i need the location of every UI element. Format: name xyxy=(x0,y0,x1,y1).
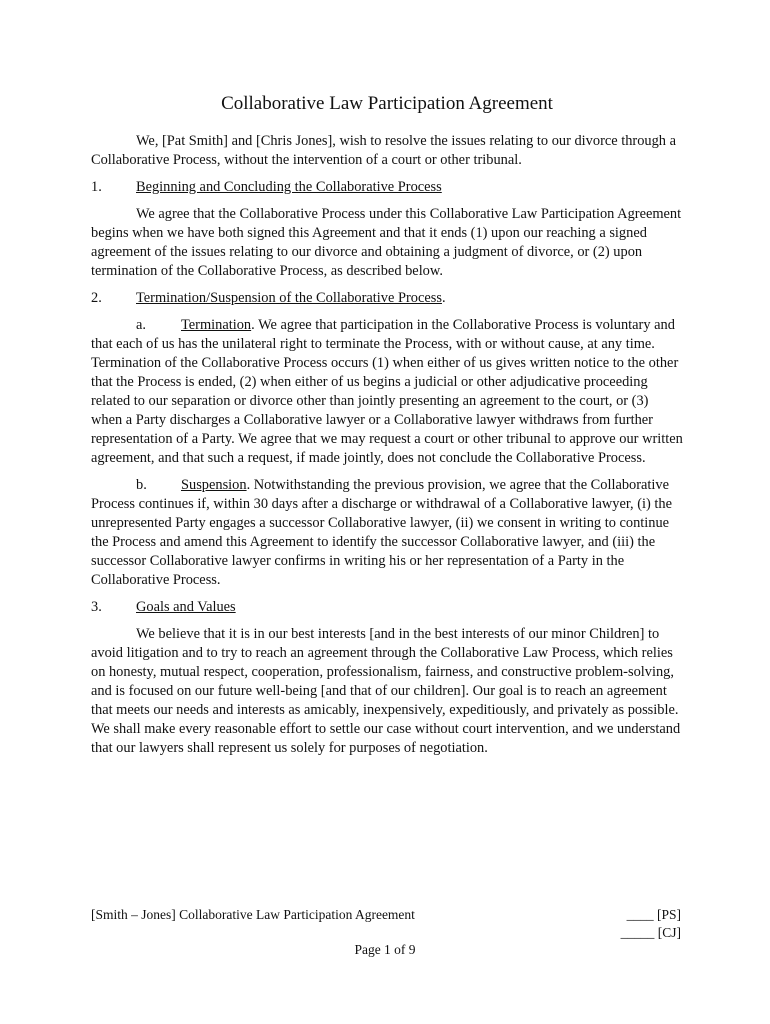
section-title: Termination/Suspension of the Collaborative Process xyxy=(136,290,442,306)
intro-paragraph: We, [Pat Smith] and [Chris Jones], wish to resolve the issues relating to our divorce through a Collaborative Process, without the intervention of a court or other tribunal. xyxy=(91,133,676,168)
section-title: Goals and Values xyxy=(136,599,236,615)
section-2-heading xyxy=(91,289,683,308)
section-3-heading xyxy=(91,598,683,617)
section-1-body: We agree that the Collaborative Process under this Collaborative Law Participation Agreement begins when we have both signed this Agreement and that it ends (1) upon our reaching a signed agreement of the issues relating to our divorce and obtaining a judgment of divorce, or (2) upon termination of the Collaborative Process, as described below. xyxy=(91,206,682,279)
footer-document-name: [Smith – Jones] Collaborative Law Participation Agreement xyxy=(91,907,415,922)
section-title: Beginning and Concluding the Collaborative Process xyxy=(136,179,442,195)
section-number: 2. xyxy=(91,290,102,306)
page-footer xyxy=(91,906,681,942)
subsection-text: . Notwithstanding the previous provision, we agree that the Collaborative Process continues if, within 30 days after a discharge or withdrawal of a Collaborative lawyer, (i) the unrepresented Party engages a successor Collaborative lawyer, (ii) we consent in writing to continue the Process and amend this Agreement to identify the successor Collaborative lawyer, and (iii) the successor Collaborative lawyer confirms in writing his or her representation of a Party in the Collaborative Process. xyxy=(91,477,673,588)
section-1-heading xyxy=(91,178,683,197)
section-number: 3. xyxy=(91,599,102,615)
section-number: 1. xyxy=(91,179,102,195)
subsection-letter: a. xyxy=(136,317,146,333)
document-page xyxy=(91,92,683,766)
initials-line-cj: _____ [CJ] xyxy=(620,925,681,940)
page-number: Page 1 of 9 xyxy=(354,942,416,957)
subsection-termination xyxy=(91,316,683,468)
initials-line-ps: ____ [PS] xyxy=(626,907,681,922)
subsection-title: Termination xyxy=(181,317,252,333)
section-title-suffix: . xyxy=(441,290,446,306)
subsection-suspension xyxy=(91,476,683,590)
subsection-title: Suspension xyxy=(181,477,247,493)
section-3-body: We believe that it is in our best interests [and in the best interests of our minor Children] to avoid litigation and to try to reach an agreement through the Collaborative Law Process, which relies on honesty, mutual respect, cooperation, professionalism, fairness, and constructive problem-solving, and is focused on our future well-being [and that of our children]. Our goal is to reach an agreement that meets our needs and interests as amicably, inexpensively, expeditiously, and privately as possible. We shall make every reasonable effort to settle our case without court intervention, and we understand that our lawyers shall represent us solely for purposes of negotiation. xyxy=(91,626,681,756)
document-title: Collaborative Law Participation Agreement xyxy=(221,93,553,114)
subsection-text: . We agree that participation in the Collaborative Process is voluntary and that each of us has the unilateral right to terminate the Process, with or without cause, at any time. Termination of the Collaborative Process occurs (1) when either of us gives written notice to the other that the Process is ended, (2) when either of us begins a judicial or other adjudicative proceeding related to our separation or divorce other than jointly presenting an agreement to the court, or (3) when a Party discharges a Collaborative lawyer or a Collaborative lawyer withdraws from further representation of a Party. We agree that we may request a court or other tribunal to approve our written agreement, and that such a request, if made jointly, does not conclude the Collaborative Process. xyxy=(91,317,683,466)
subsection-letter: b. xyxy=(136,477,147,493)
